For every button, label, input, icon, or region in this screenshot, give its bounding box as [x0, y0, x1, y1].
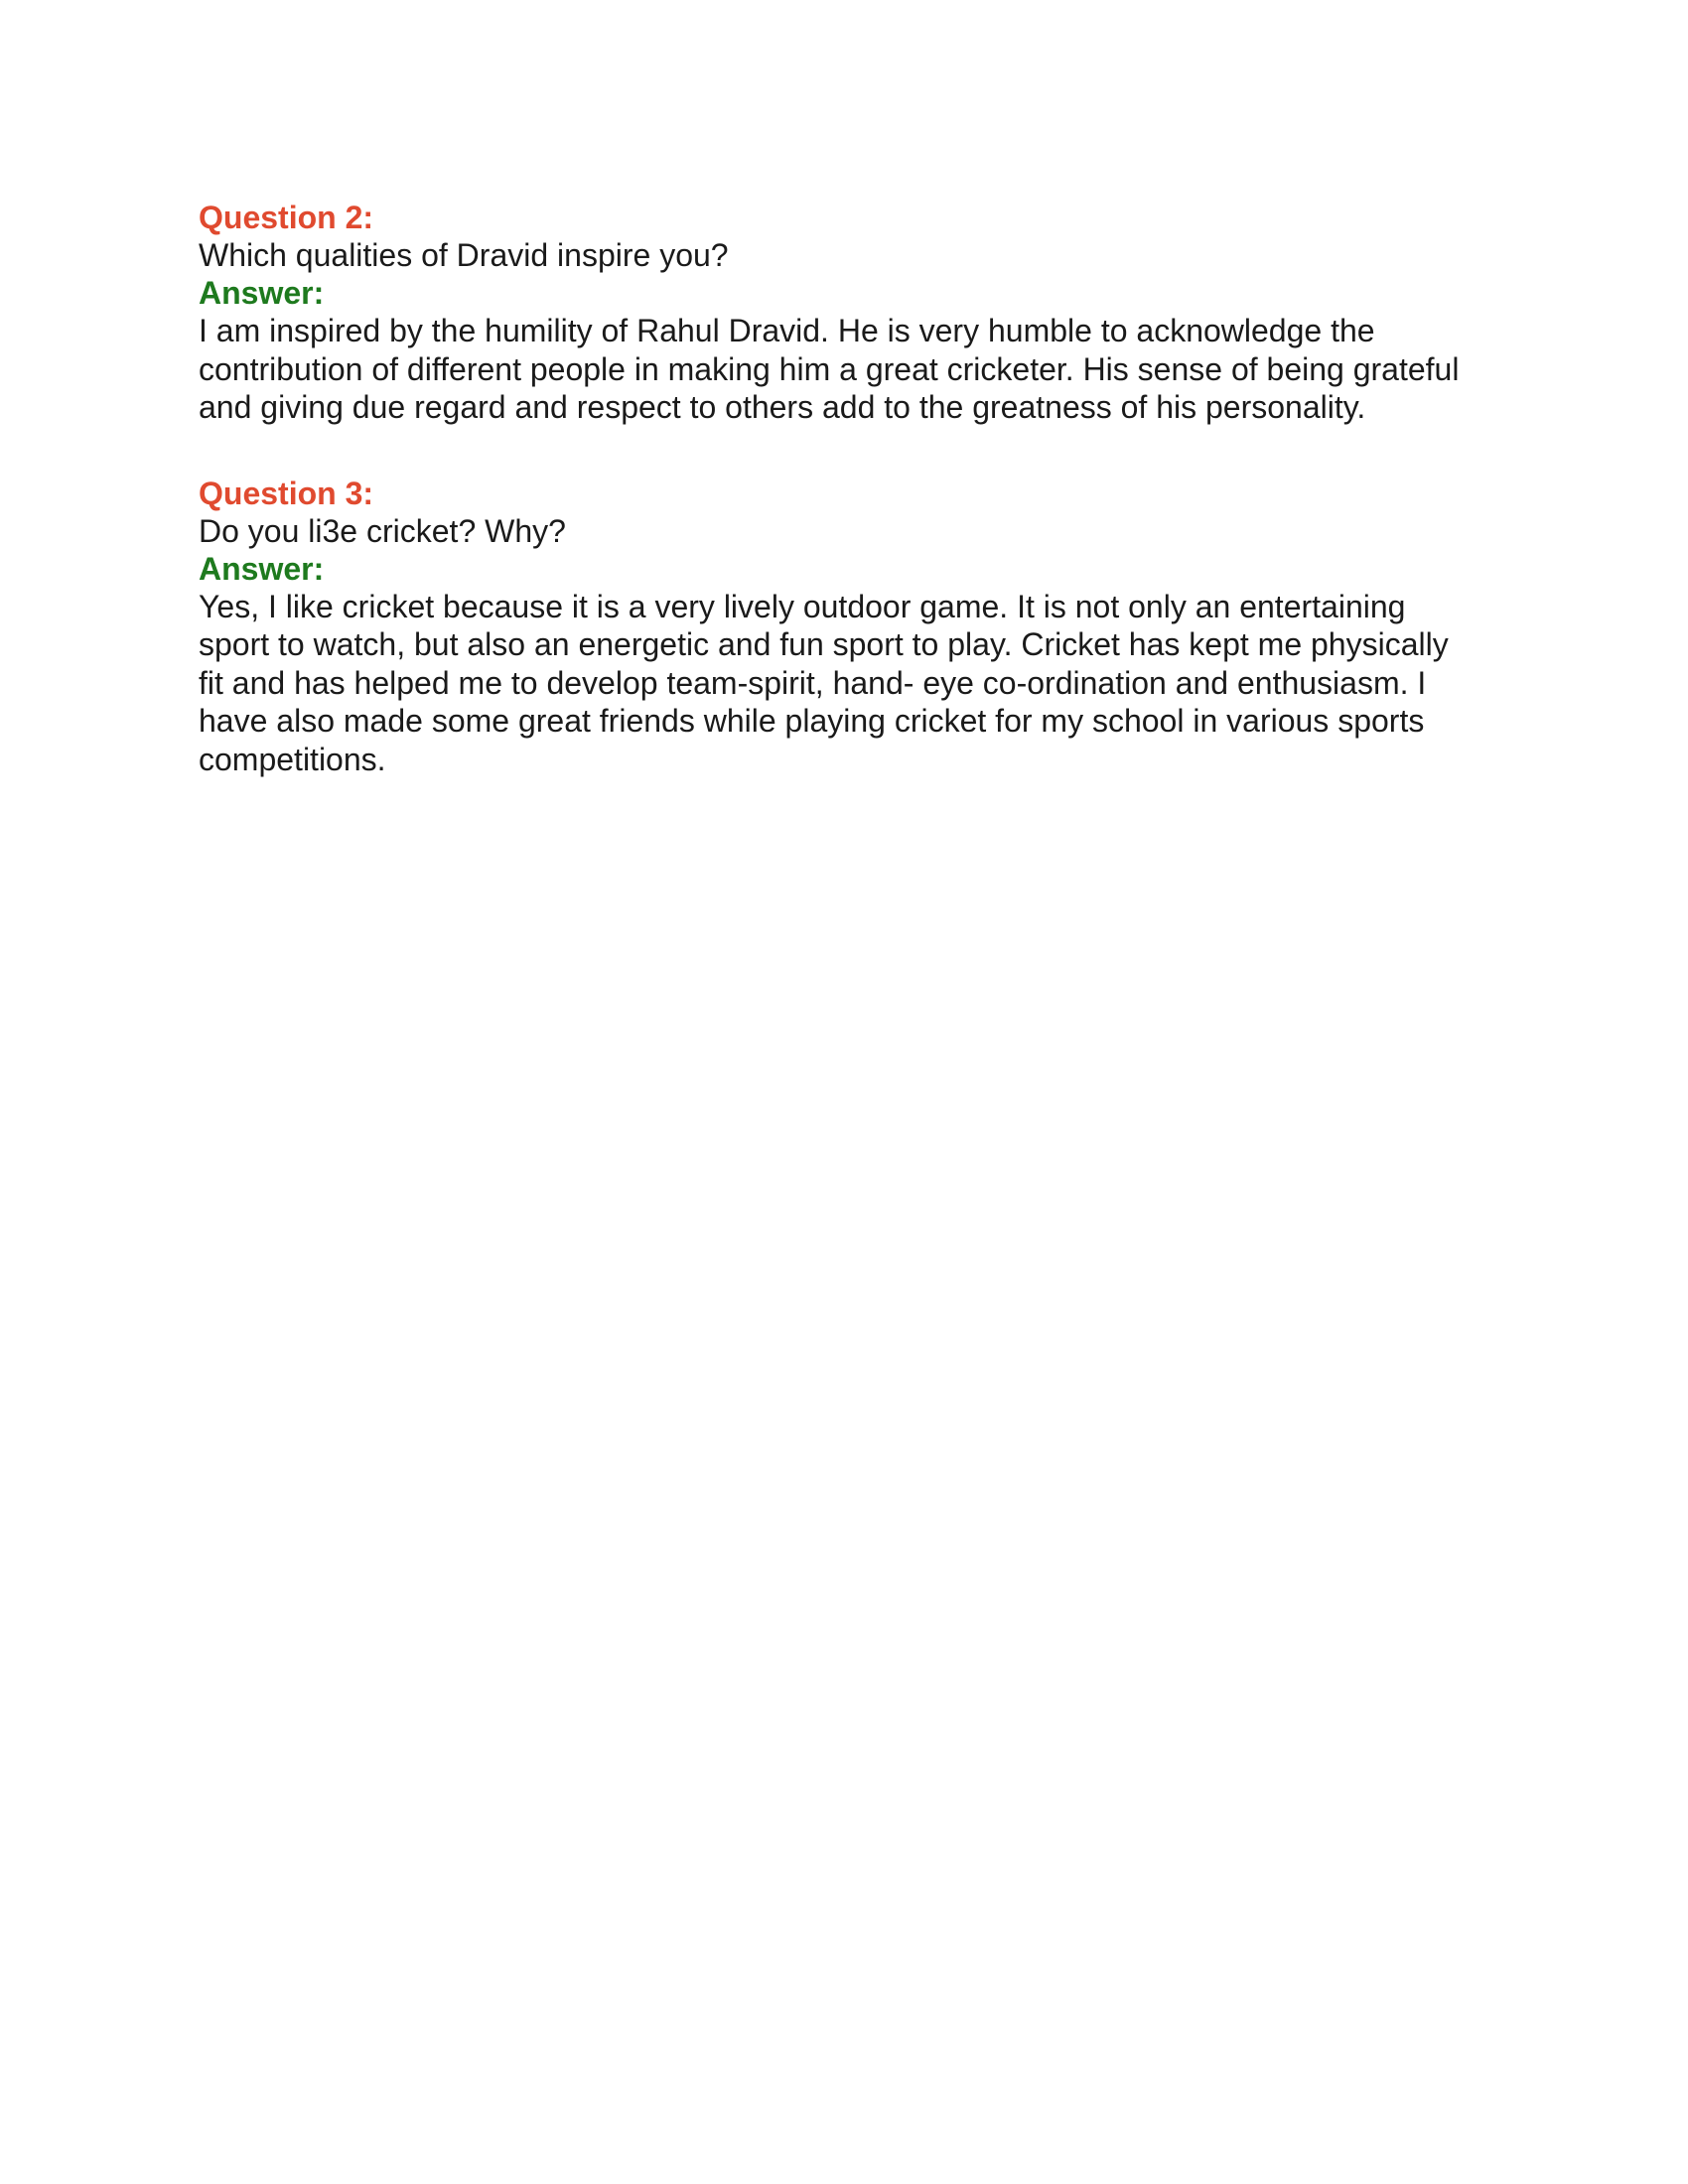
answer-label: Answer: [199, 550, 325, 587]
document-page [199, 199, 1489, 778]
question-label: Question 3: [199, 475, 374, 511]
answer-text: I am inspired by the humility of Rahul Dravid. He is very humble to acknowledge the contribution of different people in making him a great cricketer. His sense of being grateful and giving due regard and respect to others add to the greatness of his personality. [199, 313, 1460, 425]
question-text: Which qualities of Dravid inspire you? [199, 237, 729, 273]
question-text: Do you li3e cricket? Why? [199, 512, 566, 549]
answer-label: Answer: [199, 275, 325, 311]
answer-text: Yes, I like cricket because it is a very lively outdoor game. It is not only an entertaining sport to watch, but also an energetic and fun sport to play. Cricket has kept me physically fit and has helped me to develop team-spirit, hand- eye co-ordination and enthusiasm. I have also made some great friends while playing cricket for my school in various sports competitions. [199, 588, 1449, 777]
question-label: Question 2: [199, 200, 374, 235]
qa-block-question-3 [199, 475, 1489, 779]
qa-block-question-2 [199, 199, 1489, 427]
